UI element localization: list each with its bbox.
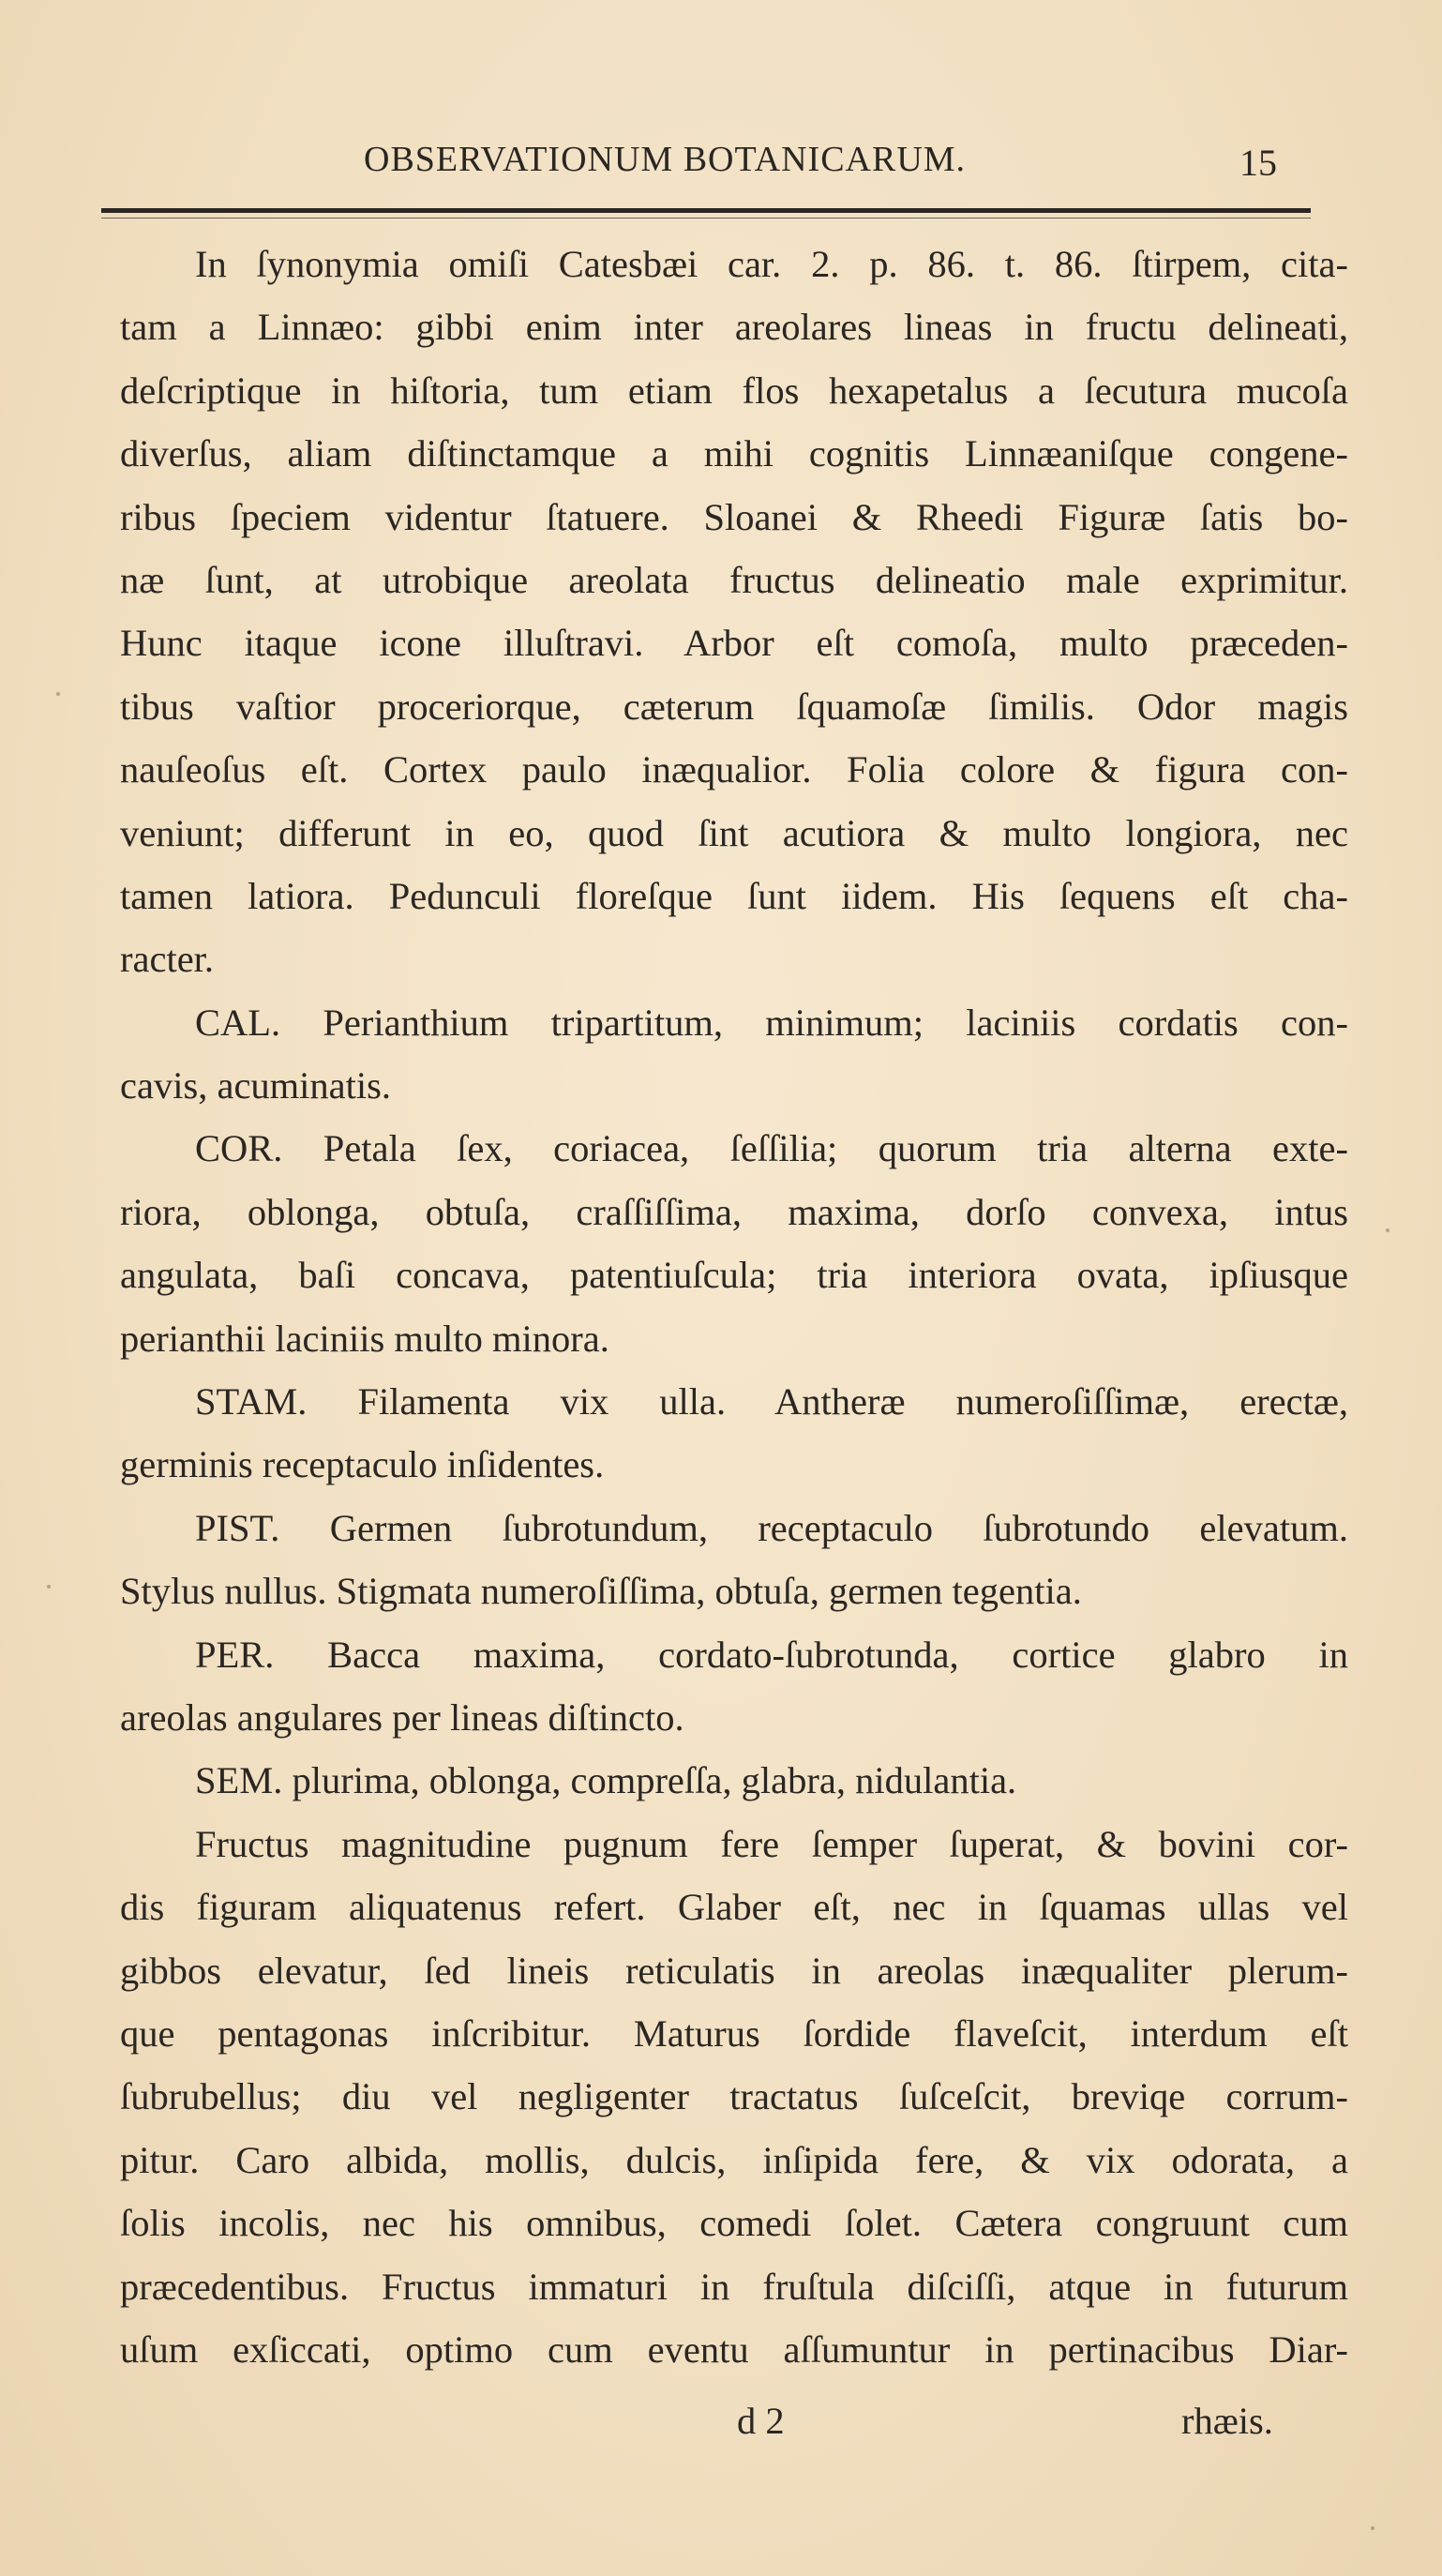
text-line: In ſynonymia omiſi Catesbæi car. 2. p. 86. t. 86. ſtirpem, cita- [195, 243, 1348, 285]
text-line: que pentagonas inſcribitur. Maturus ſordide flaveſcit, interdum eſt [120, 2011, 1348, 2055]
text-line: riora, oblonga, obtuſa, craſſiſſima, maxima, dorſo convexa, intus [120, 1190, 1348, 1233]
running-head: OBSERVATIONUM BOTANICARUM. [364, 140, 967, 179]
text-line: diverſus, aliam diſtinctamque a mihi cognitis Linnæaniſque congene- [120, 432, 1348, 475]
header-rule [101, 208, 1311, 213]
text-line: areolas angulares per lineas diſtincto. [120, 1695, 684, 1739]
text-line: germinis receptaculo inſidentes. [120, 1443, 605, 1486]
text-line: dis figuram aliquatenus refert. Glaber eſt, nec in ſquamas ullas vel [120, 1886, 1348, 1929]
text-line: ſolis incolis, nec his omnibus, comedi ſolet. Cætera congruunt cum [120, 2202, 1348, 2245]
page-number: 15 [1239, 142, 1277, 184]
text-line: ribus ſpeciem videntur ſtatuere. Sloanei & Rheedi Figuræ ſatis bo- [120, 495, 1348, 538]
text-line: PIST. Germen ſubrotundum, receptaculo ſubrotundo elevatum. [195, 1506, 1348, 1549]
text-line: Hunc itaque icone illuſtravi. Arbor eſt comoſa, multo præceden- [120, 622, 1348, 665]
text-line: Stylus nullus. Stigmata numeroſiſſima, obtuſa, germen tegentia. [120, 1570, 1082, 1613]
paper-speck [47, 1585, 51, 1589]
text-line: ſubrubellus; diu vel negligenter tractatus ſuſceſcit, breviqe corrum- [120, 2075, 1348, 2118]
text-line: racter. [120, 938, 215, 981]
text-line: CAL. Perianthium tripartitum, minimum; laciniis cordatis con- [195, 1001, 1348, 1044]
text-line: tam a Linnæo: gibbi enim inter areolares lineas in fructu delineati, [120, 306, 1348, 349]
text-line: cavis, acuminatis. [120, 1064, 392, 1107]
printer-signature: d 2 [737, 2400, 785, 2442]
text-line: COR. Petala ſex, coriacea, ſeſſilia; quorum tria alterna exte- [195, 1127, 1348, 1170]
text-line: gibbos elevatur, ſed lineis reticulatis in areolas inæqualiter plerum- [120, 1949, 1348, 1992]
text-line: uſum exſiccati, optimo cum eventu aſſumuntur in pertinacibus Diar- [120, 2327, 1348, 2371]
catchword: rhæis. [1181, 2400, 1273, 2442]
text-line: tibus vaſtior proceriorque, cæterum ſquamoſæ ſimilis. Odor magis [120, 685, 1348, 728]
paper-speck [1386, 1228, 1389, 1232]
text-line: STAM. Filamenta vix ulla. Antheræ numeroſiſſimæ, erectæ, [195, 1380, 1348, 1424]
text-line: næ ſunt, at utrobique areolata fructus delineatio male exprimitur. [120, 558, 1348, 601]
text-line: nauſeoſus eſt. Cortex paulo inæqualior. Folia colore & figura con- [120, 748, 1348, 791]
text-line: tamen latiora. Pedunculi floreſque ſunt iidem. His ſequens eſt cha- [120, 874, 1348, 917]
paper-speck [1371, 2526, 1374, 2530]
text-line: Fructus magnitudine pugnum fere ſemper ſuperat, & bovini cor- [195, 1822, 1348, 1865]
text-line: perianthii laciniis multo minora. [120, 1317, 609, 1360]
body-text [120, 233, 1348, 2381]
text-line: pitur. Caro albida, mollis, dulcis, inſipida fere, & vix odorata, a [120, 2138, 1348, 2181]
paper-speck [56, 692, 60, 696]
text-line: veniunt; differunt in eo, quod ſint acutiora & multo longiora, nec [120, 811, 1348, 854]
text-line: angulata, baſi concava, patentiuſcula; tria interiora ovata, ipſiusque [120, 1254, 1348, 1297]
text-line: præcedentibus. Fructus immaturi in fruſtula diſciſſi, atque in futurum [120, 2265, 1348, 2308]
text-line: deſcriptique in hiſtoria, tum etiam flos hexapetalus a ſecutura mucoſa [120, 369, 1348, 412]
text-line: PER. Bacca maxima, cordato-ſubrotunda, cortice glabro in [195, 1633, 1348, 1676]
text-line: SEM. plurima, oblonga, compreſſa, glabra, nidulantia. [195, 1759, 1017, 1802]
